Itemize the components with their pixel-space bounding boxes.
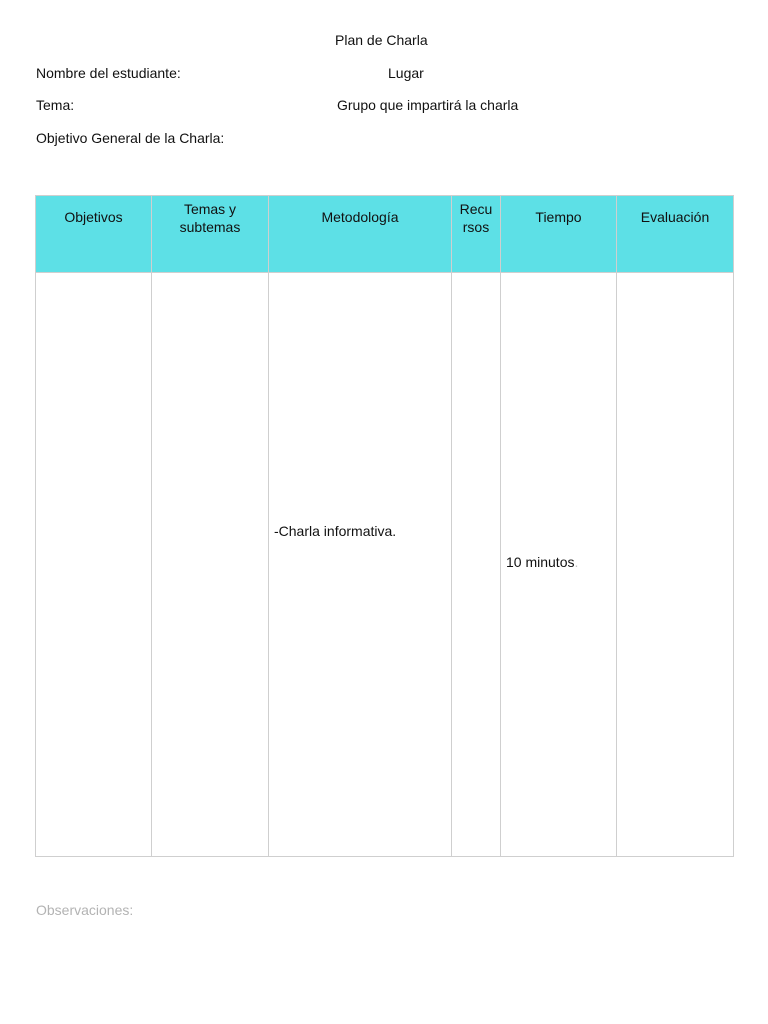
cell-objectives (36, 273, 152, 857)
header-methodology: Metodología (269, 196, 452, 273)
general-objective-label: Objetivo General de la Charla: (36, 130, 225, 146)
header-topics: Temas y subtemas (152, 196, 269, 273)
cell-resources (452, 273, 501, 857)
header-objectives: Objetivos (36, 196, 152, 273)
cell-topics (152, 273, 269, 857)
observations-label: Observaciones: (36, 902, 134, 918)
cell-time (501, 273, 617, 857)
cell-evaluation (617, 273, 734, 857)
header-resources: Recu rsos (452, 196, 501, 273)
presenting-group-label: Grupo que impartirá la charla (337, 97, 519, 113)
header-evaluation: Evaluación (617, 196, 734, 273)
table-row (36, 273, 734, 857)
topic-label: Tema: (36, 97, 75, 113)
header-time: Tiempo (501, 196, 617, 273)
page-title: Plan de Charla (335, 32, 428, 48)
student-name-label: Nombre del estudiante: (36, 65, 181, 81)
table-header-row (36, 196, 734, 273)
methodology-text: -Charla informativa. (274, 523, 397, 539)
place-label: Lugar (388, 65, 424, 81)
time-text: 10 minutos. (506, 554, 579, 570)
cell-methodology (269, 273, 452, 857)
talk-plan-table (35, 195, 734, 857)
